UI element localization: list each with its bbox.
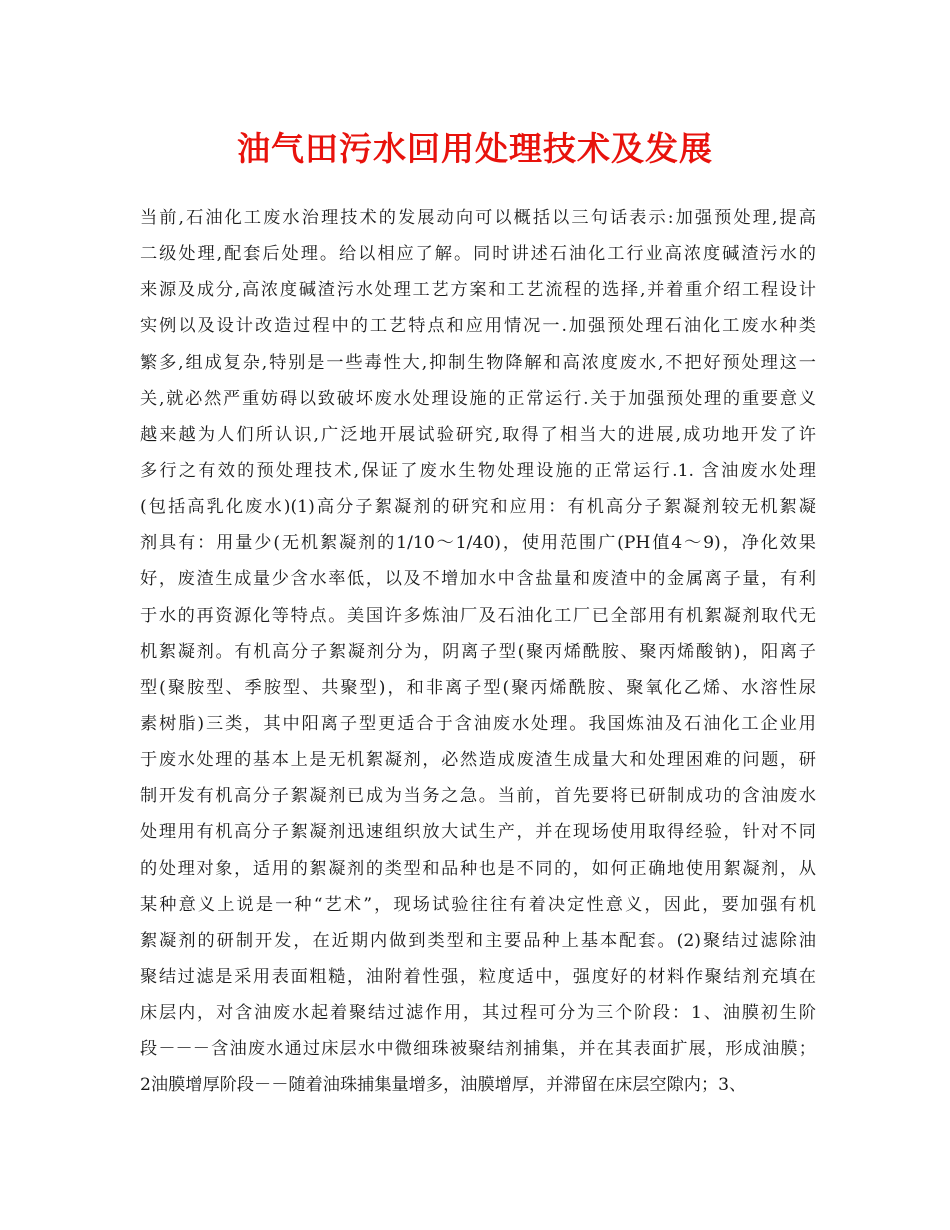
body-line: 剂具有：用量少(无机絮凝剂的1/10～1/40)，使用范围广(PH值4～9)，净化效果	[140, 533, 816, 554]
body-line: 于水的再资源化等特点。美国许多炼油厂及石油化工厂已全部用有机絮凝剂取代无	[140, 605, 816, 626]
body-line: 实例以及设计改造过程中的工艺特点和应用情况一.加强预处理石油化工废水种类	[140, 316, 816, 337]
body-line: 聚结过滤是采用表面粗糙，油附着性强，粒度适中，强度好的材料作聚结剂充填在	[140, 966, 816, 987]
body-line: 段－－－含油废水通过床层水中微细珠被聚结剂捕集，并在其表面扩展，形成油膜；	[140, 1039, 816, 1060]
body-line: 处理用有机高分子絮凝剂迅速组织放大试生产，并在现场使用取得经验，针对不同	[140, 822, 816, 843]
body-line: 来源及成分,高浓度碱渣污水处理工艺方案和工艺流程的选择,并着重介绍工程设计	[140, 280, 816, 301]
body-line: (包括高乳化废水)(1)高分子絮凝剂的研究和应用：有机高分子絮凝剂较无机絮凝	[140, 497, 816, 518]
body-line: 的处理对象，适用的絮凝剂的类型和品种也是不同的，如何正确地使用絮凝剂，从	[140, 858, 816, 879]
body-line: 好，废渣生成量少含水率低，以及不增加水中含盐量和废渣中的金属离子量，有利	[140, 569, 816, 590]
body-line: 床层内，对含油废水起着聚结过滤作用，其过程可分为三个阶段：1、油膜初生阶	[140, 1003, 816, 1024]
document-body	[140, 200, 816, 1104]
body-line: 机絮凝剂。有机高分子絮凝剂分为，阴离子型(聚丙烯酰胺、聚丙烯酸钠)，阳离子	[140, 641, 816, 662]
body-line: 型(聚胺型、季胺型、共聚型)，和非离子型(聚丙烯酰胺、聚氧化乙烯、水溶性尿	[140, 677, 816, 698]
body-line: 素树脂)三类，其中阳离子型更适合于含油废水处理。我国炼油及石油化工企业用	[140, 713, 816, 734]
body-line: 2油膜增厚阶段－－随着油珠捕集量增多，油膜增厚，并滞留在床层空隙内；3、	[140, 1075, 747, 1096]
body-line: 越来越为人们所认识,广泛地开展试验研究,取得了相当大的进展,成功地开发了许	[140, 424, 816, 445]
body-line: 制开发有机高分子絮凝剂已成为当务之急。当前，首先要将已研制成功的含油废水	[140, 786, 816, 807]
document-title: 油气田污水回用处理技术及发展	[237, 129, 713, 168]
body-line: 某种意义上说是一种“艺术”，现场试验往往有着决定性意义，因此，要加强有机	[140, 894, 816, 915]
body-line: 于废水处理的基本上是无机絮凝剂，必然造成废渣生成量大和处理困难的问题，研	[140, 750, 816, 771]
body-line: 繁多,组成复杂,特别是一些毒性大,抑制生物降解和高浓度废水,不把好预处理这一	[140, 352, 816, 373]
body-line: 二级处理,配套后处理。给以相应了解。同时讲述石油化工行业高浓度碱渣污水的	[140, 244, 816, 265]
body-line: 絮凝剂的研制开发，在近期内做到类型和主要品种上基本配套。(2)聚结过滤除油	[140, 930, 816, 951]
body-line: 当前,石油化工废水治理技术的发展动向可以概括以三句话表示:加强预处理,提高	[140, 208, 816, 228]
body-line: 多行之有效的预处理技术,保证了废水生物处理设施的正常运行.1. 含油废水处理	[140, 460, 816, 481]
body-line: 关,就必然严重妨碍以致破坏废水处理设施的正常运行.关于加强预处理的重要意义	[140, 388, 816, 409]
